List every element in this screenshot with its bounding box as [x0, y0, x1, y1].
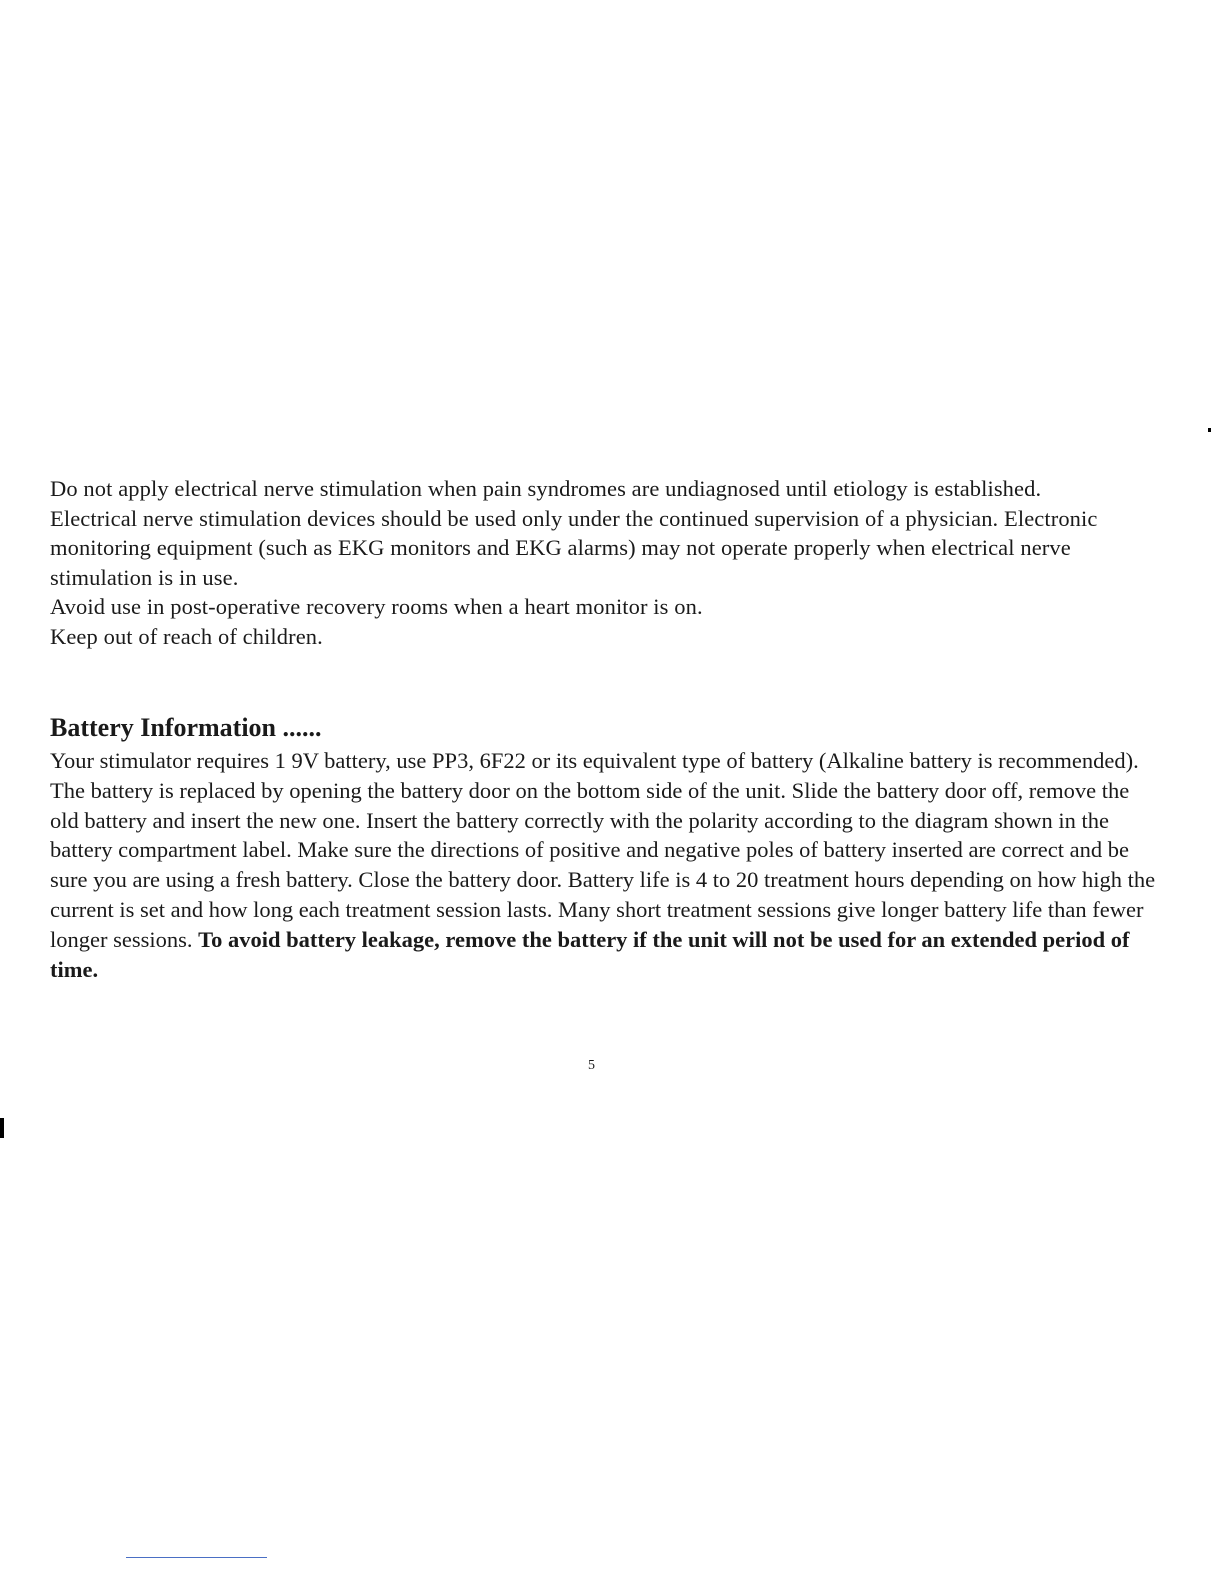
battery-section-body: [50, 746, 1160, 984]
warning-paragraph: Do not apply electrical nerve stimulation when pain syndromes are undiagnosed until etiology is established.: [50, 476, 1042, 501]
warnings-block: [50, 474, 1160, 652]
warning-paragraph: Keep out of reach of children.: [50, 623, 323, 649]
footer-rule: [126, 1557, 267, 1558]
battery-section-heading: Battery Information ......: [50, 713, 322, 742]
scan-mark: [0, 1118, 4, 1138]
page-number: 5: [588, 1058, 595, 1073]
battery-bold-note: To avoid battery leakage, remove the battery if the unit will not be used for an extended period of time.: [50, 926, 1130, 982]
battery-body-text: Your stimulator requires 1 9V battery, use PP3, 6F22 or its equivalent type of battery (Alkaline battery is recommended). The battery is replaced by opening the battery door on the bottom side of the unit. Slide the battery door off, remove the old battery and insert the new one. Insert the battery correctly with the polarity according to the diagram shown in the battery compartment label. Make sure the directions of positive and negative poles of battery inserted are correct and be sure you are using a fresh battery. Close the battery door. Battery life is 4 to 20 treatment hours depending on how high the current is set and how long each treatment session lasts. Many short treatment sessions give longer battery life than fewer longer sessions.: [50, 748, 1156, 952]
scan-mark: [1208, 428, 1211, 432]
warning-paragraph: Electrical nerve stimulation devices should be used only under the continued supervision of a physician. Electronic monitoring equipment (such as EKG monitors and EKG alarms) may not operate properly when electrical nerve stimulation is in use.: [50, 505, 1098, 590]
warning-paragraph: Avoid use in post-operative recovery rooms when a heart monitor is on.: [50, 594, 703, 620]
